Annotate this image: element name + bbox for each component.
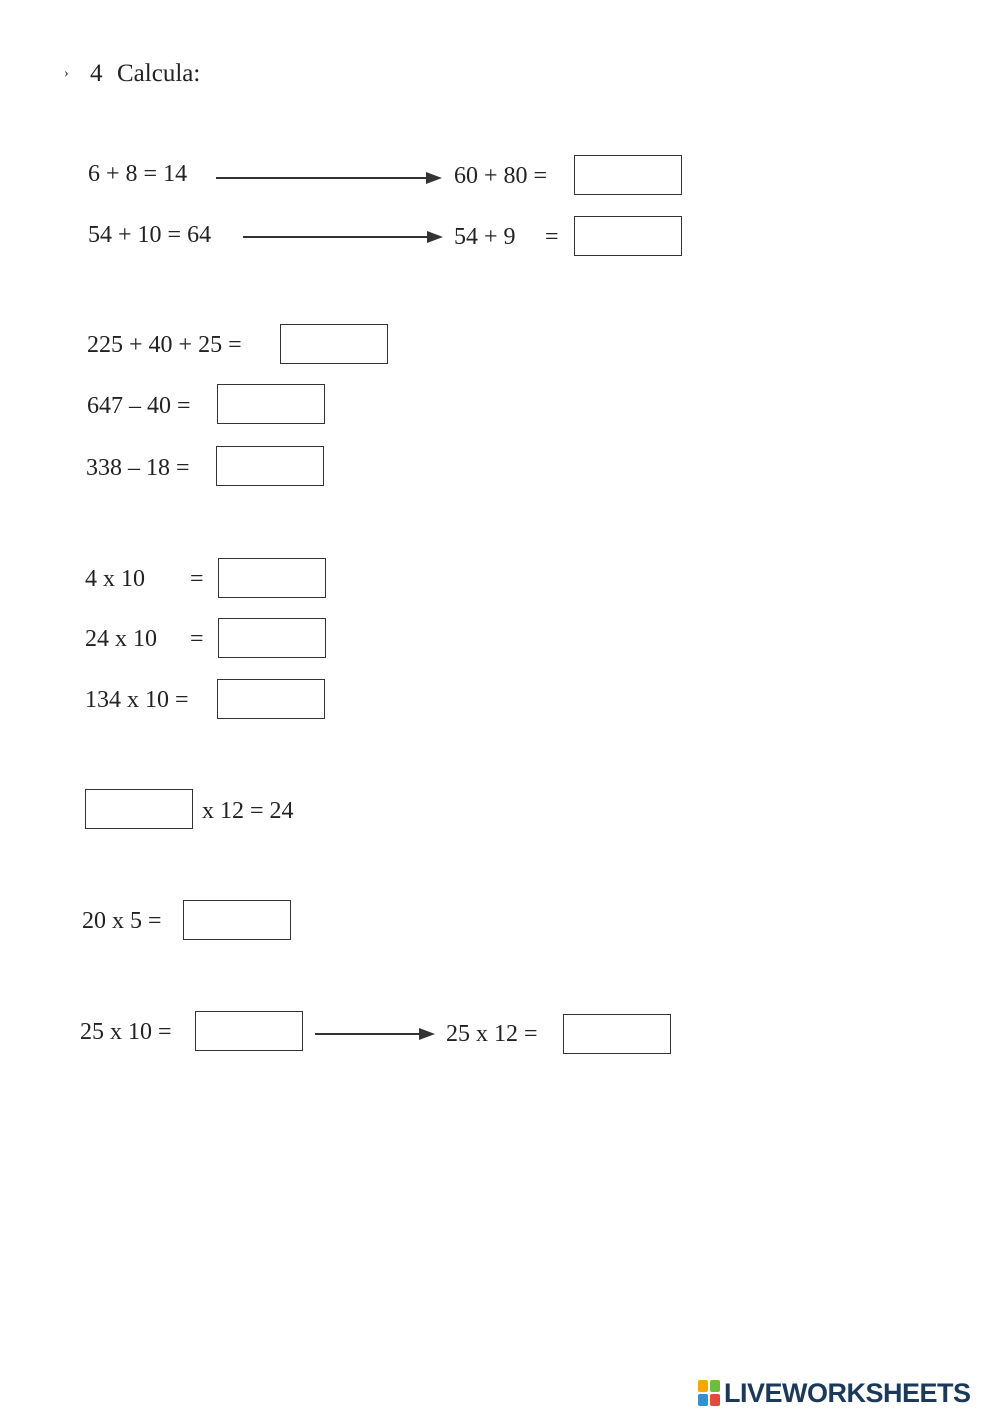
exercise-number: 4 <box>90 60 103 87</box>
equation-25-times-10: 25 x 10 = <box>80 1019 172 1045</box>
exercise-title: Calcula: <box>117 60 201 87</box>
equation-134-times-10: 134 x 10 = <box>85 687 189 713</box>
equals-sign: = <box>545 224 559 250</box>
logo-text: LIVEWORKSHEETS <box>724 1377 971 1408</box>
liveworksheets-logo <box>698 1378 971 1408</box>
equals-sign: = <box>190 566 204 592</box>
bullet-mark: › <box>64 66 69 81</box>
answer-box-24-times-10[interactable] <box>218 618 326 658</box>
answer-box-times-12[interactable] <box>85 789 193 829</box>
answer-box-60-plus-80[interactable] <box>574 155 682 195</box>
answer-box-647-minus-40[interactable] <box>217 384 325 424</box>
answer-box-25-times-12[interactable] <box>563 1014 671 1054</box>
arrow-right <box>243 231 443 243</box>
equation-338-minus-18: 338 – 18 = <box>86 455 190 481</box>
equation-60-plus-80: 60 + 80 = <box>454 163 548 189</box>
answer-box-4-times-10[interactable] <box>218 558 326 598</box>
equals-sign: = <box>190 626 204 652</box>
equation-times-12-equals-24: x 12 = 24 <box>202 798 294 824</box>
logo-square <box>698 1394 708 1406</box>
logo-square <box>698 1380 708 1392</box>
equation-25-times-12: 25 x 12 = <box>446 1021 538 1047</box>
logo-square <box>710 1380 720 1392</box>
equation-6-plus-8: 6 + 8 = 14 <box>88 161 188 187</box>
answer-box-25-times-10[interactable] <box>195 1011 303 1051</box>
equation-54-plus-9: 54 + 9 <box>454 224 516 250</box>
answer-box-54-plus-9[interactable] <box>574 216 682 256</box>
arrow-right <box>315 1028 435 1040</box>
equation-4-times-10: 4 x 10 <box>85 566 145 592</box>
logo-square <box>710 1394 720 1406</box>
answer-box-20-times-5[interactable] <box>183 900 291 940</box>
answer-box-134-times-10[interactable] <box>217 679 325 719</box>
arrow-right <box>216 172 442 184</box>
answer-box-225-sum[interactable] <box>280 324 388 364</box>
equation-647-minus-40: 647 – 40 = <box>87 393 191 419</box>
logo-icon <box>698 1380 720 1406</box>
equation-54-plus-10: 54 + 10 = 64 <box>88 222 212 248</box>
equation-225-sum: 225 + 40 + 25 = <box>87 332 242 358</box>
equation-20-times-5: 20 x 5 = <box>82 908 162 934</box>
answer-box-338-minus-18[interactable] <box>216 446 324 486</box>
equation-24-times-10: 24 x 10 <box>85 626 157 652</box>
